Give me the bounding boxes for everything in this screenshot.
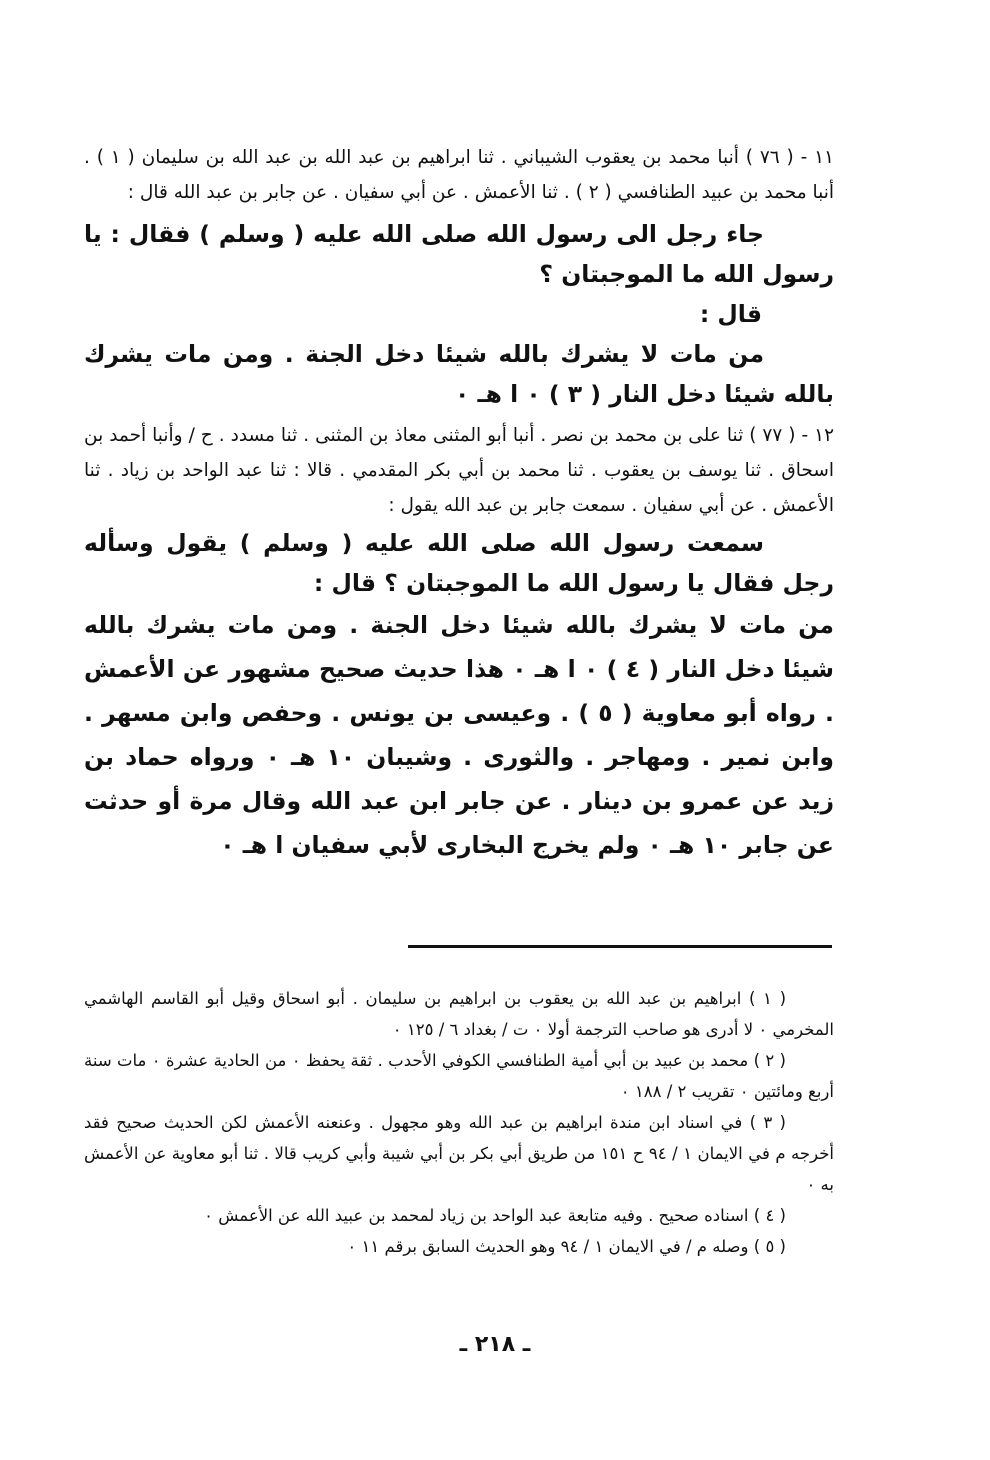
footnote-3: ( ٣ ) في اسناد ابن مندة ابراهيم بن عبد الله وهو مجهول . وعنعنه الأعمش لكن الحديث صحيح فقد أخرجه م في الايمان ١ / ٩٤ ح ١٥١ من طريق أبي بكر بن أبي شيبة وأبي كريب قالا . ثنا أبو معاوية عن الأعمش به ٠: [84, 1113, 834, 1194]
hadith-11-matn-question: جاء رجل الى رسول الله صلى الله عليه ( وسلم ) فقال : يا رسول الله ما الموجبتان ؟: [84, 220, 834, 288]
footnote-4: ( ٤ ) اسناده صحيح . وفيه متابعة عبد الواحد بن زياد لمحمد بن عبيد الله عن الأعمش ٠: [204, 1206, 786, 1225]
hadith-12-matn-question: سمعت رسول الله صلى الله عليه ( وسلم ) يقول وسأله رجل فقال يا رسول الله ما الموجبتان ؟ قال :: [84, 529, 834, 597]
main-text: [84, 140, 834, 867]
footnote-divider: [408, 945, 832, 948]
hadith-12-matn-answer-and-commentary: من مات لا يشرك بالله شيئا دخل الجنة . ومن مات يشرك بالله شيئا دخل النار ( ٤ ) ٠ ا هـ ٠ هذا حديث صحيح مشهور عن الأعمش . رواه أبو معاوية ( ٥ ) . وعيسى بن يونس . وحفص وابن مسهر . وابن نمير . ومهاجر . والثورى . وشيبان ١٠ هـ ٠ ورواه حماد بن زيد عن عمرو بن دينار . عن جابر ابن عبد الله وقال مرة أو حدثت عن جابر ١٠ هـ ٠ ولم يخرج البخارى لأبي سفيان ا هـ ٠: [84, 611, 834, 859]
footnote-2: ( ٢ ) محمد بن عبيد بن أبي أمية الطنافسي الكوفي الأحدب . ثقة يحفظ ٠ من الحادية عشرة ٠ مات سنة أربع ومائتين ٠ تقريب ٢ / ١٨٨ ٠: [84, 1051, 834, 1101]
footnote-5: ( ٥ ) وصله م / في الايمان ١ / ٩٤ وهو الحديث السابق برقم ١١ ٠: [347, 1237, 786, 1256]
hadith-11-matn-answer: من مات لا يشرك بالله شيئا دخل الجنة . ومن مات يشرك بالله شيئا دخل النار ( ٣ ) ٠ ا هـ ٠: [84, 340, 834, 408]
hadith-11-qala: قال :: [699, 300, 762, 328]
page-number: ـ ٢١٨ ـ: [459, 1332, 531, 1357]
footnotes: [84, 983, 834, 1262]
hadith-12-isnad: ١٢ - ( ٧٧ ) ثنا على بن محمد بن نصر . أنبا أبو المثنى معاذ بن المثنى . ثنا مسدد . ح / وأنبا أحمد بن اسحاق . ثنا يوسف بن يعقوب . ثنا محمد بن أبي بكر المقدمي . قالا : ثنا عبد الواحد بن زياد . ثنا الأعمش . عن أبي سفيان . سمعت جابر بن عبد الله يقول :: [84, 425, 835, 516]
footnote-1: ( ١ ) ابراهيم بن عبد الله بن يعقوب بن ابراهيم بن سليمان . أبو اسحاق وقيل أبو القاسم الهاشمي المخرمي ٠ لا أدرى هو صاحب الترجمة أولا ٠ ت / بغداد ٦ / ١٢٥ ٠: [84, 989, 834, 1039]
hadith-11-isnad: ١١ - ( ٧٦ ) أنبا محمد بن يعقوب الشيباني . ثنا ابراهيم بن عبد الله بن عبد الله بن سليمان ( ١ ) . أنبا محمد بن عبيد الطنافسي ( ٢ ) . ثنا الأعمش . عن أبي سفيان . عن جابر بن عبد الله قال :: [84, 147, 834, 203]
